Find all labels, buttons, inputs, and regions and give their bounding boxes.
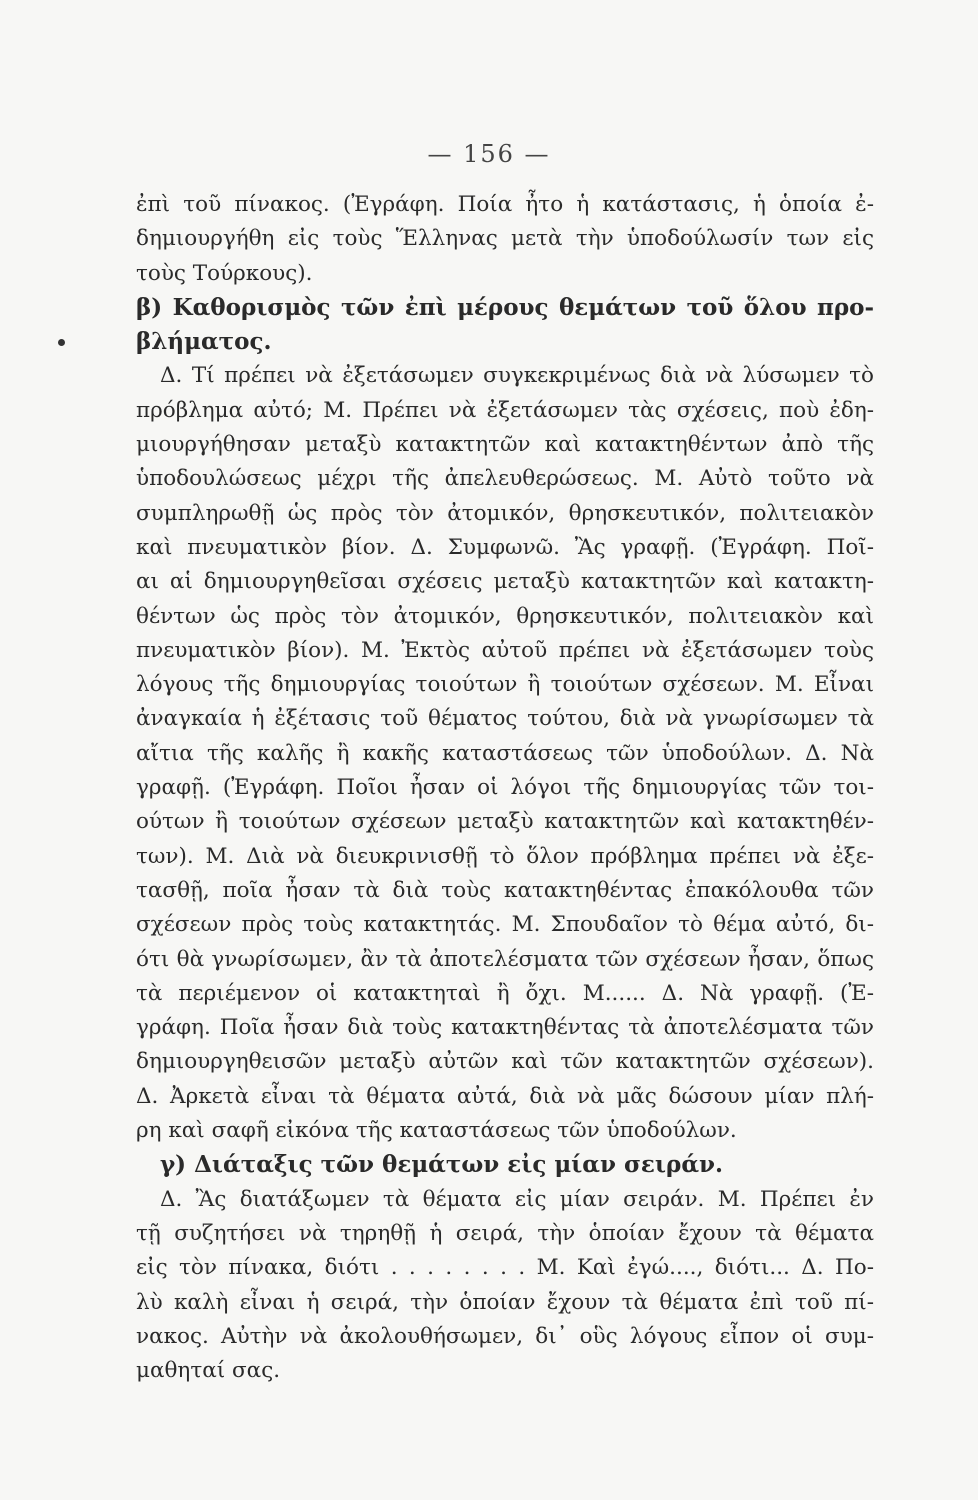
text-line: ότι θὰ γνωρίσωμεν, ἂν τὰ ἀποτελέσματα τῶν σχέσεων ἦσαν, ὅπως: [136, 946, 874, 972]
text-line: ὑποδουλώσεως μέχρι τῆς ἀπελευθερώσεως. Μ. Αὐτὸ τοῦτο νὰ: [136, 466, 874, 492]
text-line: σχέσεων πρὸς τοὺς κατακτητάς. Μ. Σπουδαῖον τὸ θέμα αὐτό, δι-: [136, 912, 874, 938]
margin-dot-mark: [58, 339, 65, 346]
text-line: ἀναγκαία ἡ ἐξέτασις τοῦ θέματος τούτου, διὰ νὰ γνωρίσωμεν τὰ: [136, 706, 874, 732]
text-line: τασθῇ, ποῖα ἦσαν τὰ διὰ τοὺς κατακτηθέντας ἐπακόλουθα τῶν: [136, 877, 874, 903]
text-line: τὰ περιέμενον οἱ κατακτηταὶ ἢ ὄχι. Μ...... Δ. Νὰ γραφῇ. (Ἐ-: [136, 980, 874, 1006]
text-line: των). Μ. Διὰ νὰ διευκρινισθῇ τὸ ὅλον πρόβλημα πρέπει νὰ ἐξε-: [136, 843, 874, 869]
text-line: εἰς τὸν πίνακα, διότι . . . . . . . . Μ. Καὶ ἐγώ...., διότι... Δ. Πο-: [136, 1255, 874, 1281]
text-line: τοὺς Τούρκους).: [136, 260, 313, 286]
text-line: δημιουργηθεισῶν μεταξὺ αὐτῶν καὶ τῶν κατακτητῶν σχέσεων).: [136, 1049, 874, 1075]
text-line: αι αἱ δημιουργηθεῖσαι σχέσεις μεταξὺ κατακτητῶν καὶ κατακτη-: [136, 569, 874, 595]
text-line: Δ. Ἂς διατάξωμεν τὰ θέματα εἰς μίαν σειράν. Μ. Πρέπει ἐν: [160, 1186, 874, 1212]
text-line: συμπληρωθῇ ὡς πρὸς τὸν ἀτομικόν, θρησκευτικόν, πολιτειακὸν: [136, 500, 874, 526]
page-body: [136, 188, 874, 1388]
text-line: αἴτια τῆς καλῆς ἢ κακῆς καταστάσεως τῶν ὑποδούλων. Δ. Νὰ: [136, 740, 874, 766]
text-line: καὶ πνευματικὸν βίον. Δ. Συμφωνῶ. Ἂς γραφῇ. (Ἐγράφη. Ποῖ-: [136, 534, 874, 560]
section-heading-b: β) Καθορισμὸς τῶν ἐπὶ μέρους θεμάτων τοῦ ὅλου προ-: [136, 293, 874, 321]
section-heading-b-cont: βλήματος.: [136, 328, 272, 356]
text-line: μιουργήθησαν μεταξὺ κατακτητῶν καὶ κατακτηθέντων ἀπὸ τῆς: [136, 432, 874, 458]
text-line: ούτων ἢ τοιούτων σχέσεων μεταξὺ κατακτητῶν καὶ κατακτηθέν-: [136, 809, 874, 835]
text-line: λὺ καλὴ εἶναι ἡ σειρά, τὴν ὁποίαν ἔχουν τὰ θέματα ἐπὶ τοῦ πί-: [136, 1289, 874, 1315]
text-line: πνευματικὸν βίον). Μ. Ἐκτὸς αὐτοῦ πρέπει νὰ ἐξετάσωμεν τοὺς: [136, 637, 874, 663]
text-line: ρη καὶ σαφῆ εἰκόνα τῆς καταστάσεως τῶν ὑποδούλων.: [136, 1118, 737, 1144]
text-line: Δ. Ἀρκετὰ εἶναι τὰ θέματα αὐτά, διὰ νὰ μᾶς δώσουν μίαν πλή-: [136, 1083, 874, 1109]
text-line: τῇ συζητήσει νὰ τηρηθῇ ἡ σειρά, τὴν ὁποίαν ἔχουν τὰ θέματα: [136, 1220, 874, 1246]
text-line: γράφη. Ποῖα ἦσαν διὰ τοὺς κατακτηθέντας τὰ ἀποτελέσματα τῶν: [136, 1015, 874, 1041]
page-number: — 156 —: [427, 140, 551, 168]
text-line: λόγους τῆς δημιουργίας τοιούτων ἢ τοιούτων σχέσεων. Μ. Εἶναι: [136, 672, 874, 698]
section-heading-c: γ) Διάταξις τῶν θεμάτων εἰς μίαν σειράν.: [160, 1151, 724, 1179]
text-line: θέντων ὡς πρὸς τὸν ἀτομικόν, θρησκευτικόν, πολιτειακὸν καὶ: [136, 603, 874, 629]
text-line: πρόβλημα αὐτό; Μ. Πρέπει νὰ ἐξετάσωμεν τὰς σχέσεις, ποὺ ἐδη-: [136, 397, 874, 423]
text-line: νακος. Αὐτὴν νὰ ἀκολουθήσωμεν, δι᾽ οὓς λόγους εἶπον οἱ συμ-: [136, 1323, 874, 1349]
text-line: γραφῇ. (Ἐγράφη. Ποῖοι ἦσαν οἱ λόγοι τῆς δημιουργίας τῶν τοι-: [136, 775, 874, 801]
text-line: ἐπὶ τοῦ πίνακος. (Ἐγράφη. Ποία ἦτο ἡ κατάστασις, ἡ ὁποία ἐ-: [136, 192, 874, 217]
text-line: Δ. Τί πρέπει νὰ ἐξετάσωμεν συγκεκριμένως διὰ νὰ λύσωμεν τὸ: [160, 363, 874, 389]
text-line: δημιουργήθη εἰς τοὺς Ἕλληνας μετὰ τὴν ὑποδούλωσίν των εἰς: [136, 226, 874, 252]
text-line: μαθηταί σας.: [136, 1358, 281, 1384]
